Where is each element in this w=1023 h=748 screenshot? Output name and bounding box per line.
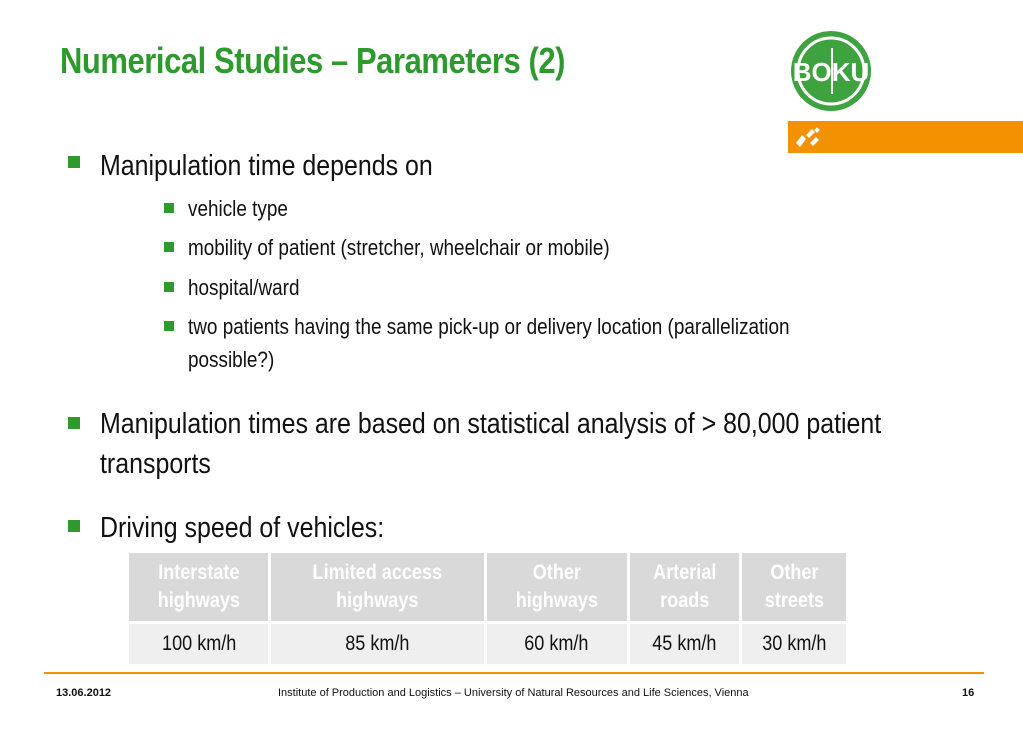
sub-bullet-text: hospital/ward xyxy=(188,275,300,300)
bullet-marker xyxy=(68,520,80,532)
footer-institute: Institute of Production and Logistics – University of Natural Resources and Life Sciences, Vienna xyxy=(278,687,749,699)
bullet-text-continued: transports xyxy=(100,448,211,480)
table-row xyxy=(128,623,848,666)
boku-logo xyxy=(788,28,874,114)
table-header-cell: Other streets xyxy=(741,552,848,623)
logo-text: BOKU xyxy=(792,57,870,87)
bullet-marker xyxy=(68,417,80,429)
table-cell: 30 km/h xyxy=(741,623,848,666)
table-cell: 100 km/h xyxy=(128,623,270,666)
sub-bullet-marker xyxy=(164,321,174,331)
table-header-row xyxy=(128,552,848,623)
table-header-cell: Arterial roads xyxy=(628,552,741,623)
table-header-cell: Interstate highways xyxy=(128,552,270,623)
table-cell: 45 km/h xyxy=(628,623,741,666)
table-cell: 85 km/h xyxy=(270,623,486,666)
bullet-text: Manipulation time depends on xyxy=(100,150,433,182)
brand-bar xyxy=(788,121,1023,153)
bullet-text: Driving speed of vehicles: xyxy=(100,512,385,544)
sub-bullet-text: vehicle type xyxy=(188,196,288,221)
sub-bullet-text: two patients having the same pick-up or delivery location (parallelization xyxy=(188,314,790,339)
sub-bullet-text: mobility of patient (stretcher, wheelchair or mobile) xyxy=(188,235,610,260)
sub-bullet-marker xyxy=(164,242,174,252)
bullet-text: Manipulation times are based on statistical analysis of > 80,000 patient xyxy=(100,408,882,440)
footer-divider xyxy=(44,672,984,674)
sub-bullet-text-continued: possible?) xyxy=(188,347,275,372)
table-header-cell: Other highways xyxy=(486,552,628,623)
sub-bullet-marker xyxy=(164,282,174,292)
slide-title: Numerical Studies – Parameters (2) xyxy=(60,40,566,81)
bullet-marker xyxy=(68,156,80,168)
table-header-cell: Limited access highways xyxy=(270,552,486,623)
page-number: 16 xyxy=(962,687,975,699)
table-cell: 60 km/h xyxy=(486,623,628,666)
driving-speed-table xyxy=(126,550,849,667)
sub-bullet-marker xyxy=(164,203,174,213)
footer-date: 13.06.2012 xyxy=(56,687,112,699)
brand-mark-icon xyxy=(788,121,828,153)
